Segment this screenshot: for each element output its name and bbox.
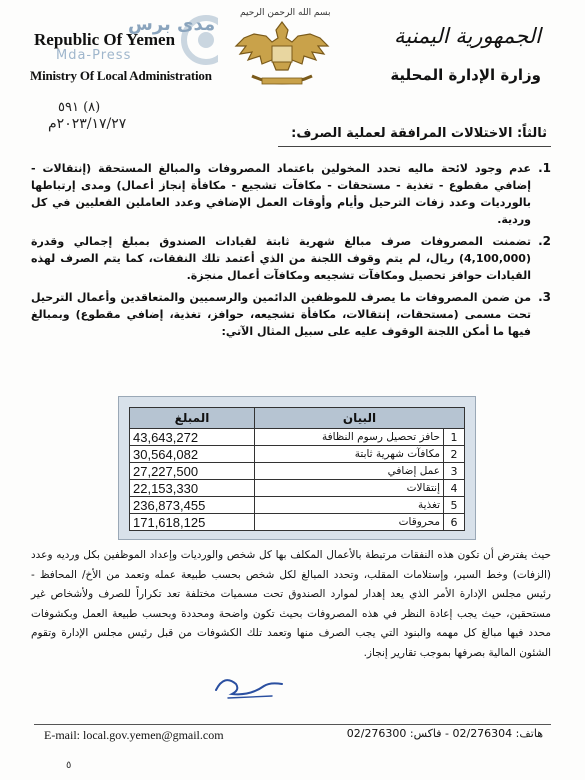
row-index: 5 (444, 497, 465, 514)
page-marker: ٥ (66, 760, 72, 771)
basmala: بسم الله الرحمن الرحيم (240, 8, 331, 18)
row-amount: 30,564,082 (130, 446, 255, 463)
footer-phone-fax: هاتف: 02/276304 - فاكس: 02/276300 (346, 727, 543, 740)
row-amount: 236,873,455 (130, 497, 255, 514)
row-index: 3 (444, 463, 465, 480)
row-index: 1 (444, 429, 465, 446)
table-row (130, 514, 465, 531)
row-amount: 27,227,500 (130, 463, 255, 480)
table-row (130, 463, 465, 480)
row-amount: 22,153,330 (130, 480, 255, 497)
table-row (130, 497, 465, 514)
row-item: تغذية (255, 497, 444, 514)
row-amount: 43,643,272 (130, 429, 255, 446)
table-row (130, 446, 465, 463)
finding-number: 2. (538, 234, 551, 248)
watermark-brand-ar: مدى برس (128, 14, 216, 35)
watermark-brand-en: Mda-Press (56, 48, 132, 63)
finding-text: تضمنت المصروفات صرف مبالغ شهرية ثابتة لقيادات الصندوق بمبلغ إجمالي وقدرة (4,100,000) ريال، لم يتم وقوف اللجنة من الذي أعتمد تلك النفقات، كما يتم الصرف لهذه القيادات حوافز تحصيل ومكافآت تشجيعه ومكافآت أعمال منجزة. (31, 235, 531, 282)
findings-list (31, 160, 551, 345)
closing-paragraph: حيث يفترض أن تكون هذه النفقات مرتبطة بالأعمال المكلف بها كل شخص والورديات وإعداد الموظفين بكل ورديه وعدد (الزفات) وخط السير، وإستلامات المقلب، وتحدد المبالغ لكل شخص بحسب طبيعة عمله وتعمد من الأخ/ المحافظ - رئيس مجلس الإدارة الأمر الذي يعد إهدار لموارد الصندوق تحت مسميات مختلفة تعد تكراراً للصرف ولأشخاص غير مستحقين، حيث يجب إعادة النظر في هذه المصروفات بحيث تكون واضحة ومحددة وبحسب طبيعة العمل وبكشوفات محدد فيها مبالغ كل مهمه والبنود التي يجب الصرف منها وتعمد تلك الكشوفات من قبل رئيس مجلس الإدارة وتقوم الشئون المالية بصرفها بموجب تقارير إنجاز. (31, 549, 551, 659)
reference-number: (٨) ٥٩١ (58, 100, 101, 115)
expenses-table-frame (118, 396, 476, 540)
row-amount: 171,618,125 (130, 514, 255, 531)
footer-email: E-mail: local.gov.yemen@gmail.com (44, 728, 224, 742)
ministry-name-ar: وزارة الإدارة المحلية (390, 66, 541, 84)
expenses-table (129, 407, 465, 531)
signature-icon (210, 668, 290, 704)
row-item: إنتقالات (255, 480, 444, 497)
row-index: 6 (444, 514, 465, 531)
section-title: ثالثاً: الاختلالات المرافقة لعملية الصرف: (291, 126, 547, 141)
finding-number: 3. (538, 290, 551, 304)
section-divider (278, 146, 551, 147)
country-name-en: Republic Of Yemen (34, 30, 176, 49)
row-item: مكافآت شهرية ثابتة (255, 446, 444, 463)
finding-item (31, 233, 551, 284)
row-item: حافز تحصيل رسوم النظافة (255, 429, 444, 446)
table-header-row (130, 408, 465, 429)
ministry-name-en: Ministry Of Local Administration (30, 68, 212, 83)
column-header-item: البيان (255, 408, 465, 429)
column-header-amount: المبلغ (130, 408, 255, 429)
row-index: 4 (444, 480, 465, 497)
row-index: 2 (444, 446, 465, 463)
finding-text: عدم وجود لائحة ماليه تحدد المخولين باعتماد المصروفات والمبالغ المستحقة (إنتقالات - إضافي مقطوع - تغذية - مستحقات - مكافآت تشجيع - مكافأة إنجاز أعمال) ومدى إرتباطها بالورديات وعدد زفات الترحيل وأيام وأوقات العمل الإضافي وعدد العاملين الفعليين في كل وردية. (31, 162, 531, 226)
table-row (130, 429, 465, 446)
country-name-ar: الجمهورية اليمنية (393, 24, 541, 48)
finding-item (31, 160, 551, 228)
finding-item (31, 289, 551, 340)
footer-divider (34, 724, 551, 725)
reference-date: ٢٠٢٣/١٧/٢٧م (48, 116, 127, 132)
row-item: محروقات (255, 514, 444, 531)
finding-number: 1. (538, 161, 551, 175)
table-row (130, 480, 465, 497)
row-item: عمل إضافي (255, 463, 444, 480)
yemen-eagle-emblem-icon (232, 16, 332, 94)
finding-text: من ضمن المصروفات ما يصرف للموظفين الدائمين والرسميين والمتعاقدين وأعمال الترحيل تحت مسمى (مستحقات، إنتقالات، مكافأة تشجيعه، حوافز، تغذية، إضافي مقطوع) وبمبالغ فيها ما أمكن اللجنة الوقوف عليه على سبيل المثال الآتي: (31, 291, 531, 338)
